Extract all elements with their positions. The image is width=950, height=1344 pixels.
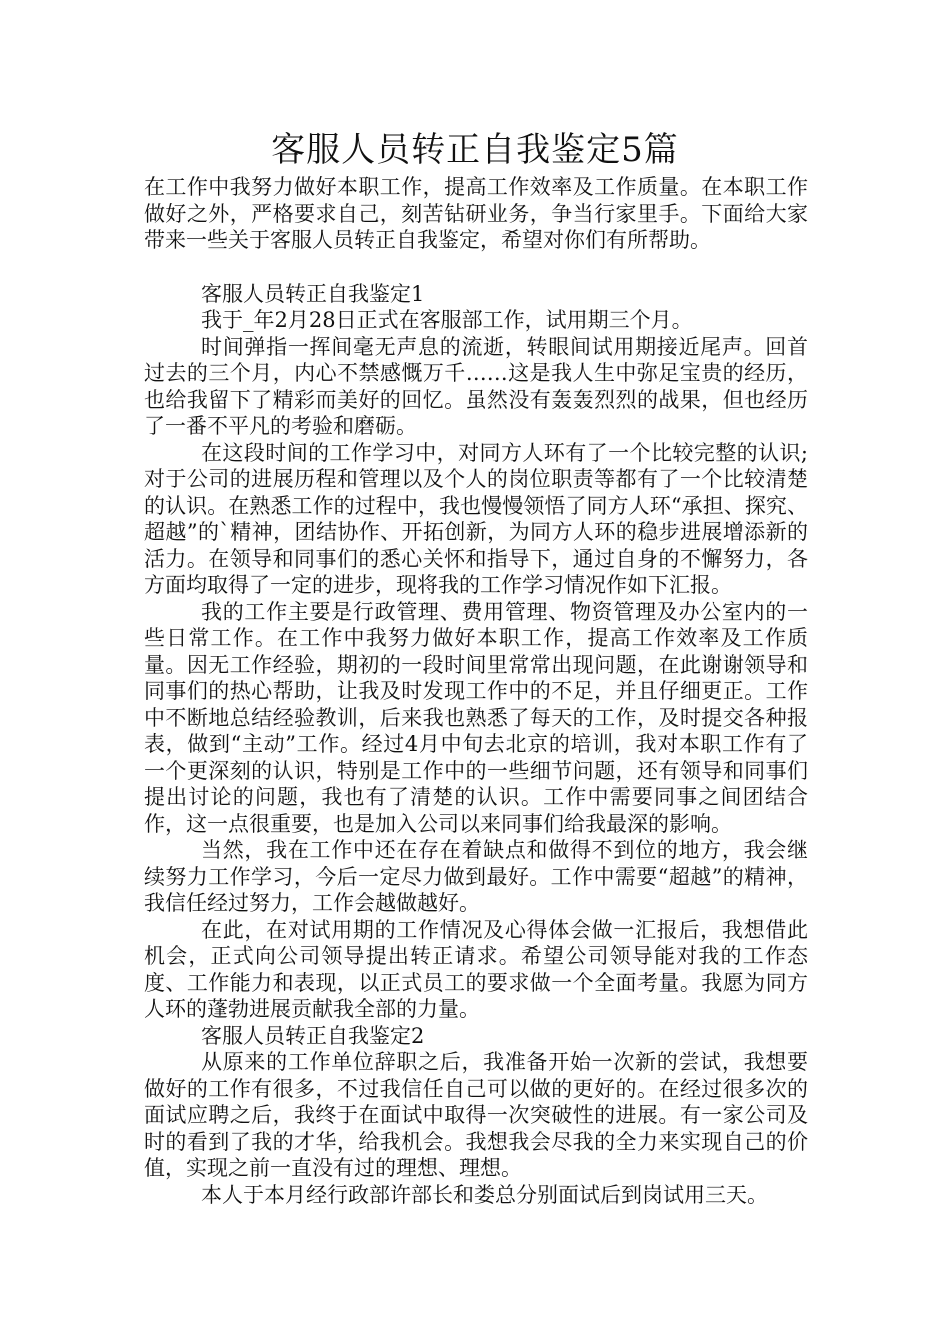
section2-paragraph: 本人于本月经行政部许部长和娄总分别面试后到岗试用三天。 — [201, 1182, 768, 1207]
section2-paragraph: 从原来的工作单位辞职之后，我准备开始一次新的尝试，我想要做好的工作有很多，不过我信任自己可以做的更好的。在经过很多次的面试应聘之后，我终于在面试中取得一次突破性的进展。有一家公司及时的看到了我的才华，给我机会。我想我会尽我的全力来实现自己的价值，实现之前一直没有过的理想、理想。 — [144, 1050, 808, 1180]
document-body — [144, 174, 808, 1208]
section1-paragraph: 我于_年2月28日正式在客服部工作，试用期三个月。 — [201, 308, 693, 332]
section1-paragraph: 在此，在对试用期的工作情况及心得体会做一汇报后，我想借此机会，正式向公司领导提出转正请求。希望公司领导能对我的工作态度、工作能力和表现，以正式员工的要求做一个全面考量。我愿为同方人环的蓬勃进展贡献我全部的力量。 — [144, 917, 808, 1021]
page-title: 客服人员转正自我鉴定5篇 — [271, 130, 679, 170]
section1-paragraph: 我的工作主要是行政管理、费用管理、物资管理及办公室内的一些日常工作。在工作中我努力做好本职工作，提高工作效率及工作质量。因无工作经验，期初的一段时间里常常出现问题，在此谢谢领导和同事们的热心帮助，让我及时发现工作中的不足，并且仔细更正。工作中不断地总结经验教训，后来我也熟悉了每天的工作，及时提交各种报表，做到“主动”工作。经过4月中旬去北京的培训，我对本职工作有了一个更深刻的认识，特别是工作中的一些细节问题，还有领导和同事们提出讨论的问题，我也有了清楚的认识。工作中需要同事之间团结合作，这一点很重要，也是加入公司以来同事们给我最深的影响。 — [144, 599, 808, 836]
section1-paragraph: 时间弹指一挥间毫无声息的流逝，转眼间试用期接近尾声。回首过去的三个月，内心不禁感慨万千……这是我人生中弥足宝贵的经历，也给我留下了精彩而美好的回忆。虽然没有轰轰烈烈的战果，但也经历了一番不平凡的考验和磨砺。 — [144, 334, 808, 438]
section1-paragraph: 当然，我在工作中还在存在着缺点和做得不到位的地方，我会继续努力工作学习，今后一定尽力做到最好。工作中需要“超越”的精神，我信任经过努力，工作会越做越好。 — [144, 838, 808, 915]
section-heading-2: 客服人员转正自我鉴定2 — [201, 1023, 425, 1048]
section-heading-1: 客服人员转正自我鉴定1 — [201, 281, 425, 306]
paragraph-spacer — [144, 254, 808, 281]
intro-paragraph: 在工作中我努力做好本职工作，提高工作效率及工作质量。在本职工作做好之外，严格要求自己，刻苦钻研业务，争当行家里手。下面给大家带来一些关于客服人员转正自我鉴定，希望对你们有所帮助。 — [144, 175, 808, 252]
section1-paragraph: 在这段时间的工作学习中，对同方人环有了一个比较完整的认识;对于公司的进展历程和管理以及个人的岗位职责等都有了一个比较清楚的认识。在熟悉工作的过程中，我也慢慢领悟了同方人环“承担、探究、超越”的`精神，团结协作、开拓创新，为同方人环的稳步进展增添新的活力。在领导和同事们的悉心关怀和指导下，通过自身的不懈努力，各方面均取得了一定的进步，现将我的工作学习情况作如下汇报。 — [144, 440, 808, 597]
